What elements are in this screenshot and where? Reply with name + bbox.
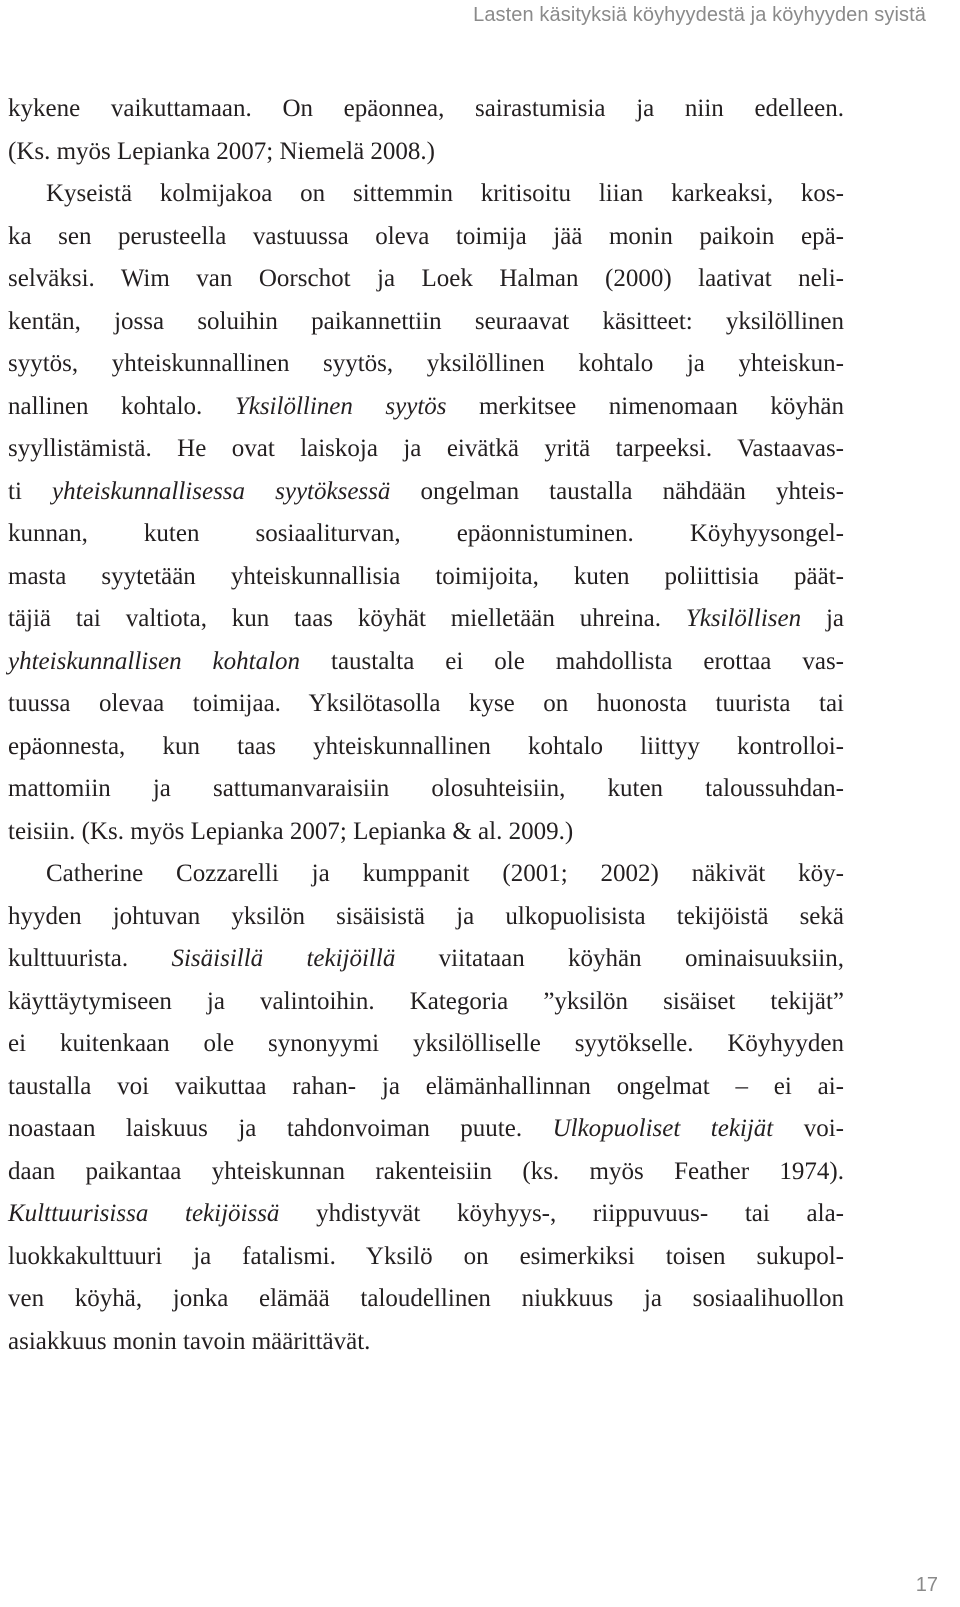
text-segment: tuussa olevaa toimijaa. Yksilötasolla kyse on huonosta tuurista tai <box>8 690 844 717</box>
text-segment: luokkakulttuuri ja fatalismi. Yksilö on esimerkiksi toisen sukupol- <box>8 1242 844 1270</box>
text-segment: mattomiin ja sattumanvaraisiin olosuhteisiin, kuten taloussuhdan- <box>8 775 844 802</box>
text-line <box>8 896 844 939</box>
italic-term: Yksilöllinen syytös <box>234 392 447 420</box>
text-segment: ongelman taustalla nähdään yhteis- <box>390 477 845 505</box>
text-line <box>8 1023 844 1066</box>
text-segment: masta syytetään yhteiskunnallisia toimijoita, kuten poliittisia päät- <box>8 562 844 590</box>
text-line <box>8 1066 844 1109</box>
text-line <box>8 1278 844 1321</box>
italic-term: yhteiskunnallisen kohtalon <box>8 647 301 675</box>
text-segment: syytös, yhteiskunnallinen syytös, yksilöllinen kohtalo ja yhteiskun- <box>8 350 844 377</box>
text-line <box>8 683 844 726</box>
text-segment: kulttuurista. <box>8 945 172 972</box>
text-segment: viitataan köyhän ominaisuuksiin, <box>395 945 844 972</box>
body-text <box>8 88 844 1363</box>
italic-term: Sisäisillä tekijöillä <box>171 945 396 972</box>
running-header: Lasten käsityksiä köyhyydestä ja köyhyyden syistä <box>473 4 926 26</box>
text-line <box>8 598 844 641</box>
text-segment: selväksi. Wim van Oorschot ja Loek Halman (2000) laativat neli- <box>8 265 844 292</box>
text-line <box>8 1108 844 1151</box>
text-line <box>8 471 844 514</box>
text-segment: asiakkuus monin tavoin määrittävät. <box>8 1327 371 1355</box>
text-segment: ei kuitenkaan ole synonyymi yksilölliselle syytökselle. Köyhyyden <box>8 1030 844 1057</box>
text-segment: teisiin. (Ks. myös Lepianka 2007; Lepianka & al. 2009.) <box>8 817 574 845</box>
text-line <box>8 1151 844 1194</box>
text-line <box>8 556 844 599</box>
text-segment: taustalta ei ole mahdollista erottaa vas- <box>300 647 844 675</box>
text-line <box>8 726 844 769</box>
text-segment: epäonnesta, kun taas yhteiskunnallinen kohtalo liittyy kontrolloi- <box>8 732 844 760</box>
text-segment: ti <box>8 477 52 505</box>
text-line <box>8 1236 844 1279</box>
text-segment: (Ks. myös Lepianka 2007; Niemelä 2008.) <box>8 137 435 165</box>
text-segment: ja <box>801 605 845 632</box>
text-line <box>8 88 844 131</box>
text-segment: ka sen perusteella vastuussa oleva toimija jää monin paikoin epä- <box>8 222 844 250</box>
text-segment: nallinen kohtalo. <box>8 392 235 420</box>
text-segment: käyttäytymiseen ja valintoihin. Kategoria ”yksilön sisäiset tekijät” <box>8 987 844 1015</box>
text-segment: kentän, jossa soluihin paikannettiin seuraavat käsitteet: yksilöllinen <box>8 307 844 335</box>
text-line <box>8 513 844 556</box>
text-line <box>8 216 844 259</box>
italic-term: Kulttuurisissa tekijöissä <box>8 1200 280 1227</box>
text-line <box>8 258 844 301</box>
text-line <box>8 386 844 429</box>
text-line <box>8 173 844 216</box>
text-line <box>8 811 844 854</box>
text-segment: noastaan laiskuus ja tahdonvoiman puute. <box>8 1115 553 1142</box>
text-line <box>8 131 844 174</box>
text-segment: Catherine Cozzarelli ja kumppanit (2001; 2002) näkivät köy- <box>46 860 844 887</box>
text-line <box>8 1193 844 1236</box>
text-segment: hyyden johtuvan yksilön sisäisistä ja ulkopuolisista tekijöistä sekä <box>8 902 844 930</box>
text-segment: yhdistyvät köyhyys-, riippuvuus- tai ala- <box>279 1200 844 1227</box>
text-line <box>8 938 844 981</box>
text-segment: ven köyhä, jonka elämää taloudellinen niukkuus ja sosiaalihuollon <box>8 1285 844 1312</box>
italic-term: Yksilöllisen <box>685 605 802 632</box>
text-segment: kunnan, kuten sosiaaliturvan, epäonnistuminen. Köyhyysongel- <box>8 520 844 547</box>
text-segment: taustalla voi vaikuttaa rahan- ja elämänhallinnan ongelmat – ei ai- <box>8 1072 844 1100</box>
text-segment: täjiä tai valtiota, kun taas köyhät mielletään uhreina. <box>8 605 686 632</box>
text-line <box>8 1321 844 1364</box>
text-line <box>8 768 844 811</box>
italic-term: Ulkopuoliset tekijät <box>552 1115 774 1142</box>
text-line <box>8 853 844 896</box>
text-segment: voi- <box>773 1115 844 1142</box>
text-line <box>8 343 844 386</box>
italic-term: yhteiskunnallisessa syytöksessä <box>52 477 391 505</box>
text-line <box>8 981 844 1024</box>
page-number: 17 <box>915 1574 938 1596</box>
text-line <box>8 428 844 471</box>
text-segment: Kyseistä kolmijakoa on sittemmin kritisoitu liian karkeaksi, kos- <box>46 180 844 207</box>
text-line <box>8 641 844 684</box>
text-line <box>8 301 844 344</box>
text-segment: merkitsee nimenomaan köyhän <box>446 392 844 420</box>
text-segment: daan paikantaa yhteiskunnan rakenteisiin (ks. myös Feather 1974). <box>8 1157 844 1185</box>
text-segment: syyllistämistä. He ovat laiskoja ja eivätkä yritä tarpeeksi. Vastaavas- <box>8 435 844 462</box>
text-segment: kykene vaikuttamaan. On epäonnea, sairastumisia ja niin edelleen. <box>8 95 844 122</box>
